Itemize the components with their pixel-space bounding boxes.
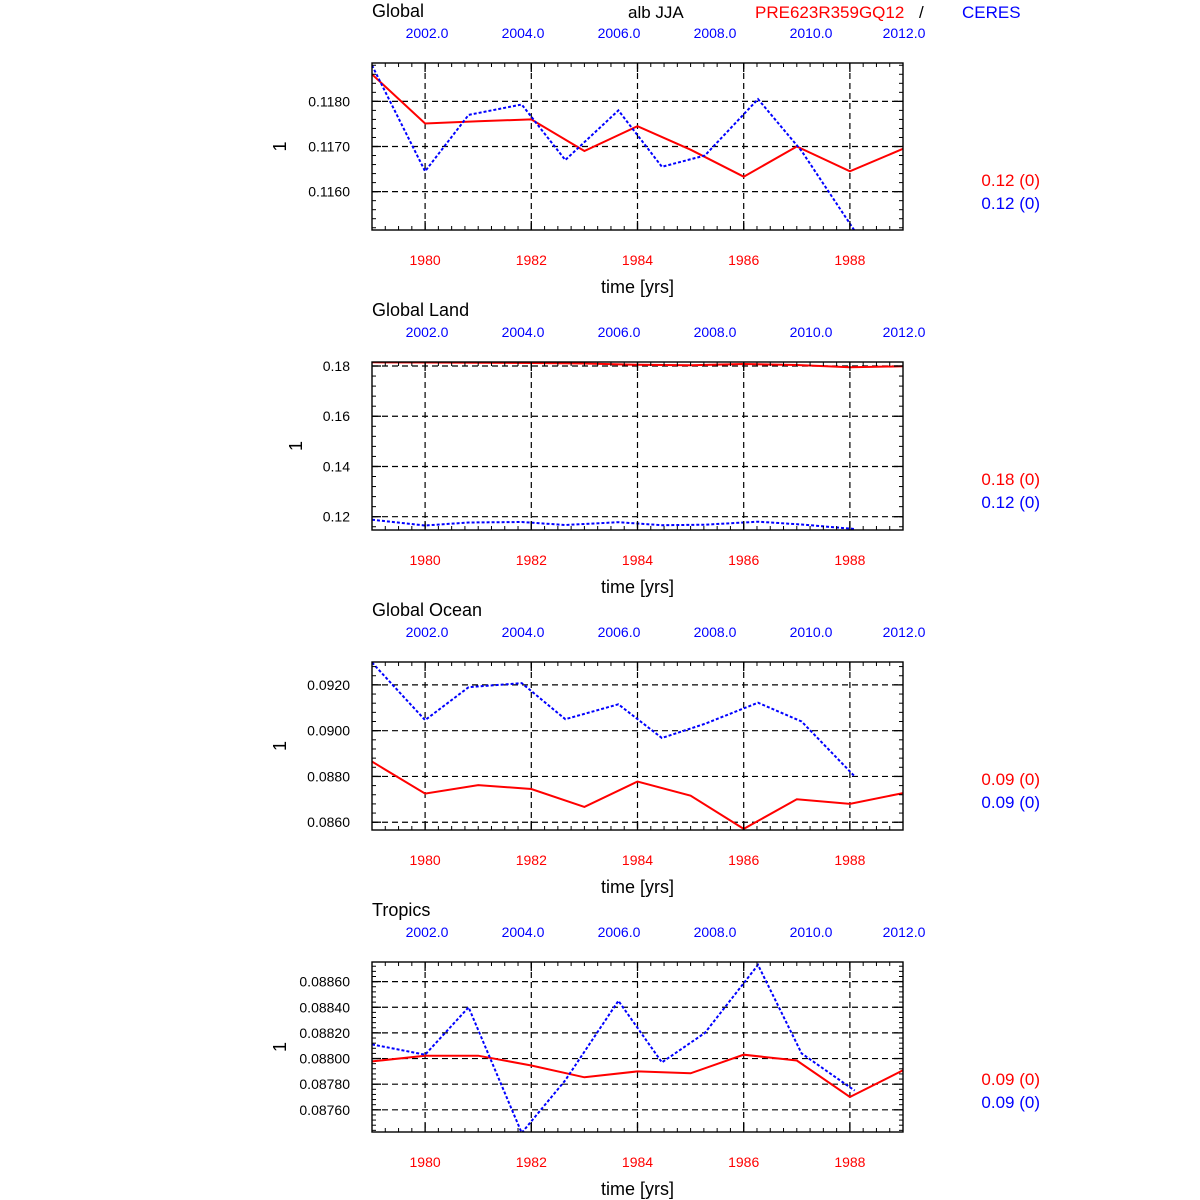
y-tick-label: 0.0900 (307, 722, 350, 739)
y-axis-label: 1 (270, 740, 290, 752)
y-tick-label: 0.0880 (307, 768, 350, 785)
top-x-tick-label: 2010.0 (789, 624, 833, 640)
obs-series-line (372, 520, 855, 529)
y-tick-label: 0.08820 (299, 1024, 350, 1041)
chart-panel-2 (286, 300, 1040, 597)
top-x-tick-label: 2010.0 (789, 324, 833, 340)
x-tick-label: 1984 (621, 852, 654, 868)
y-tick-label: 0.1170 (308, 138, 350, 155)
x-axis-label: time [yrs] (600, 1179, 675, 1199)
x-tick-label: 1982 (515, 1154, 547, 1170)
obs-stat-label: 0.09 (0) (981, 1093, 1040, 1112)
top-x-tick-label: 2012.0 (882, 25, 926, 41)
x-axis-label: time [yrs] (600, 577, 675, 597)
x-axis-label: time [yrs] (600, 277, 675, 297)
x-tick-label: 1984 (621, 1154, 654, 1170)
chart-panel-4 (270, 900, 1040, 1199)
top-x-tick-label: 2008.0 (693, 25, 737, 41)
y-tick-label: 0.08760 (299, 1101, 350, 1118)
y-tick-label: 0.08800 (299, 1050, 350, 1067)
model-series-line (372, 74, 903, 176)
top-x-tick-label: 2006.0 (597, 25, 641, 41)
top-x-tick-label: 2008.0 (693, 624, 737, 640)
obs-stat-label: 0.12 (0) (981, 194, 1040, 213)
x-tick-label: 1988 (834, 852, 866, 868)
y-axis-label: 1 (270, 141, 290, 152)
top-x-tick-label: 2006.0 (597, 924, 641, 940)
panel-title: Global Ocean (372, 600, 483, 620)
top-x-tick-label: 2006.0 (597, 324, 641, 340)
top-x-tick-label: 2002.0 (405, 25, 449, 41)
x-tick-label: 1982 (515, 252, 547, 268)
top-x-tick-label: 2012.0 (882, 324, 926, 340)
obs-series-line (372, 663, 855, 777)
y-tick-label: 0.0920 (307, 676, 350, 693)
top-x-tick-label: 2004.0 (501, 924, 545, 940)
x-tick-label: 1988 (834, 1154, 866, 1170)
y-tick-label: 0.1180 (308, 93, 350, 110)
top-x-tick-label: 2006.0 (597, 624, 641, 640)
model-name-label: PRE623R359GQ12 (755, 3, 905, 22)
top-x-tick-label: 2010.0 (789, 25, 833, 41)
y-tick-label: 0.18 (322, 358, 350, 375)
top-x-tick-label: 2008.0 (693, 924, 737, 940)
figure-header (628, 3, 1021, 22)
y-tick-label: 0.08780 (299, 1076, 350, 1093)
x-axis-label: time [yrs] (600, 877, 675, 897)
y-tick-label: 0.1160 (308, 183, 350, 200)
y-tick-label: 0.14 (322, 458, 350, 475)
x-tick-label: 1986 (728, 252, 760, 268)
panel-title: Global Land (372, 300, 470, 320)
chart-panel-3 (270, 600, 1040, 897)
y-tick-label: 0.12 (322, 508, 350, 525)
top-x-tick-label: 2004.0 (501, 624, 545, 640)
model-stat-label: 0.09 (0) (981, 770, 1040, 789)
x-tick-label: 1986 (728, 852, 760, 868)
x-tick-label: 1982 (515, 552, 547, 568)
variable-label: alb JJA (628, 3, 684, 22)
y-tick-label: 0.16 (322, 408, 350, 425)
panel-title: Global (372, 1, 425, 21)
obs-stat-label: 0.12 (0) (981, 493, 1040, 512)
model-stat-label: 0.18 (0) (981, 470, 1040, 489)
y-tick-label: 0.08860 (299, 973, 350, 990)
obs-name-label: CERES (962, 3, 1021, 22)
panel-title: Tropics (372, 900, 431, 920)
y-axis-label: 1 (286, 440, 306, 452)
top-x-tick-label: 2004.0 (501, 324, 545, 340)
obs-series-line (372, 965, 855, 1133)
x-tick-label: 1982 (515, 852, 547, 868)
model-stat-label: 0.12 (0) (981, 171, 1040, 190)
top-x-tick-label: 2012.0 (882, 924, 926, 940)
obs-stat-label: 0.09 (0) (981, 793, 1040, 812)
chart-panel-1 (270, 1, 1040, 297)
x-tick-label: 1980 (409, 252, 441, 268)
top-x-tick-label: 2002.0 (405, 324, 449, 340)
x-tick-label: 1988 (834, 552, 866, 568)
x-tick-label: 1988 (834, 252, 866, 268)
x-tick-label: 1984 (621, 252, 654, 268)
model-stat-label: 0.09 (0) (981, 1070, 1040, 1089)
top-x-tick-label: 2002.0 (405, 624, 449, 640)
obs-series-line (372, 65, 855, 231)
x-tick-label: 1980 (409, 552, 441, 568)
top-x-tick-label: 2008.0 (693, 324, 737, 340)
top-x-tick-label: 2002.0 (405, 924, 449, 940)
y-tick-label: 0.0860 (307, 814, 350, 831)
x-tick-label: 1984 (621, 552, 654, 568)
y-tick-label: 0.08840 (299, 999, 350, 1016)
top-x-tick-label: 2010.0 (789, 924, 833, 940)
top-x-tick-label: 2004.0 (501, 25, 545, 41)
x-tick-label: 1986 (728, 552, 760, 568)
y-axis-label: 1 (270, 1041, 290, 1053)
x-tick-label: 1980 (409, 852, 441, 868)
top-x-tick-label: 2012.0 (882, 624, 926, 640)
header-separator: / (919, 3, 924, 22)
x-tick-label: 1986 (728, 1154, 760, 1170)
x-tick-label: 1980 (409, 1154, 441, 1170)
